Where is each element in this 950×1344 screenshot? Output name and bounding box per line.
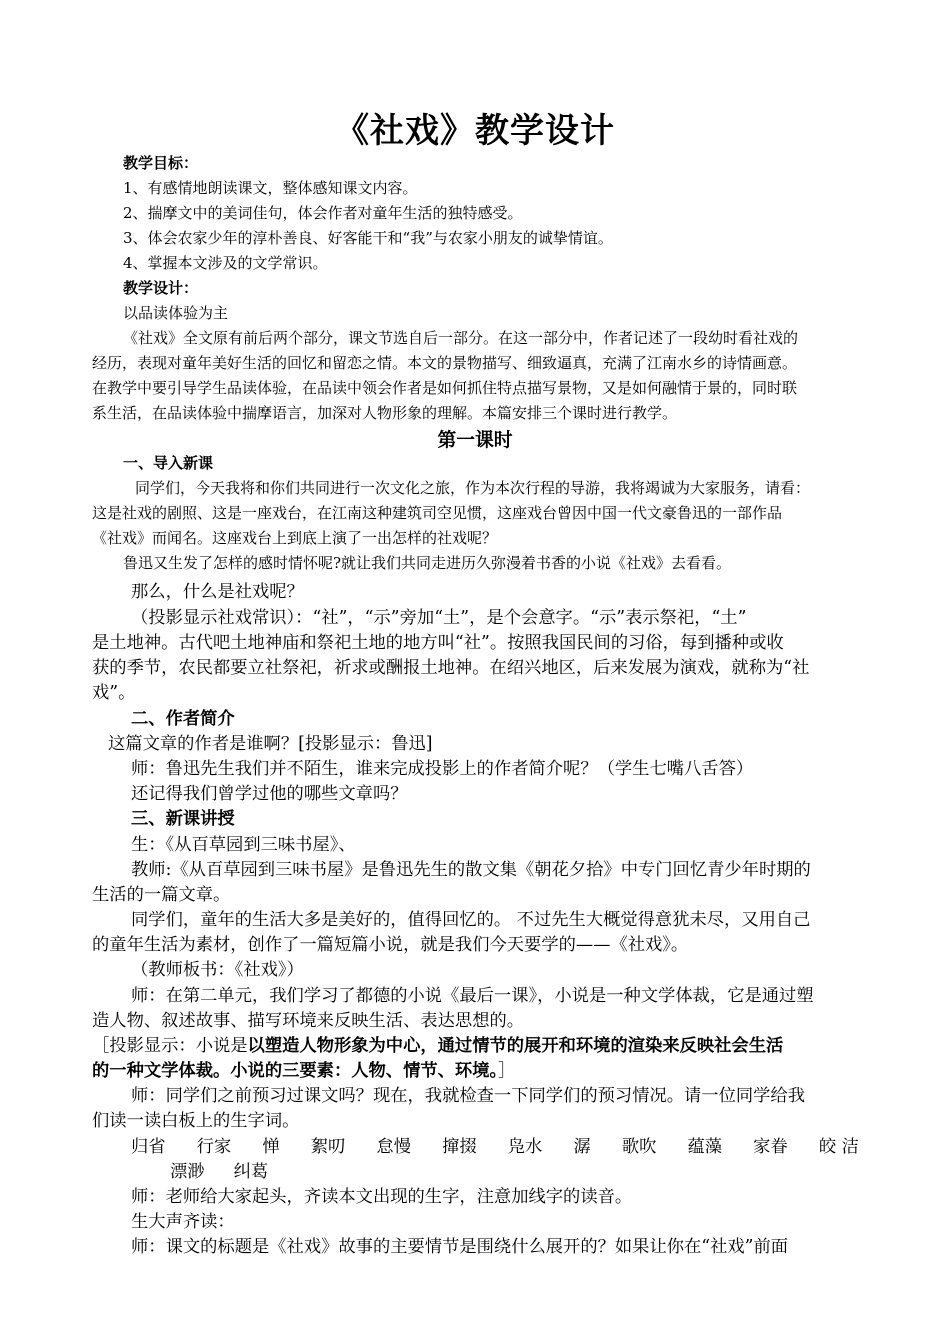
section2-heading: 二、作者简介 xyxy=(131,709,235,729)
document-title: 《社戏》教学设计 xyxy=(335,111,615,151)
preview-line: 们读一读白板上的生字词。 xyxy=(92,1111,300,1131)
vocab-word: 纠葛 xyxy=(233,1162,269,1182)
goal-item: 3、体会农家少年的淳朴善良、好客能干和“我”与农家小朋友的诚挚情谊。 xyxy=(123,229,613,247)
projection-line: 戏”。 xyxy=(92,683,136,703)
vocab-word: 归省 xyxy=(131,1137,166,1157)
vocab-word: 怠慢 xyxy=(376,1137,411,1157)
section3-line: 生活的一篇文章。 xyxy=(92,885,231,905)
section3-line: （教师板书：《社戏》） xyxy=(131,960,304,980)
vocab-word: 絮叨 xyxy=(310,1137,346,1157)
goal-item: 2、揣摩文中的美词佳句，体会作者对童年生活的独特感受。 xyxy=(123,204,523,222)
vocab-word: 歌吹 xyxy=(621,1137,657,1157)
lesson1-heading: 第一课时 xyxy=(437,429,513,451)
section1-heading: 一、导入新课 xyxy=(123,454,214,472)
projection-novel-line2 xyxy=(92,1056,515,1081)
projection-line: 获的季节，农民都要立社祭祀，祈求或酬报土地神。在绍兴地区，后来发展为演戏，就称为“社 xyxy=(92,658,810,678)
goals-heading: 教学目标： xyxy=(123,154,199,172)
projection-novel-suffix: ］ xyxy=(498,1061,516,1081)
design-heading: 教学设计： xyxy=(123,279,199,297)
section2-line: 这篇文章的作者是谁啊？[投影显示：鲁迅] xyxy=(108,734,433,754)
intro-line: 系生活，在品读体验中揣摩语言，加深对人物形象的理解。本篇安排三个课时进行教学。 xyxy=(92,404,678,422)
intro-line: 在教学中要引导学生品读体验，在品读中领会作者是如何抓住特点描写景物，又是如何融情于景的，同时联 xyxy=(92,379,798,397)
section3-line: 师：在第二单元，我们学习了都德的小说《最后一课》，小说是一种文学体裁，它是通过塑 xyxy=(131,986,814,1006)
projection-novel-line1 xyxy=(92,1031,783,1056)
section3-line: 的童年生活为素材，创作了一篇短篇小说，就是我们今天要学的——《社戏》。 xyxy=(92,935,689,955)
section3-line: 造人物、叙述故事、描写环境来反映生活、表达思想的。 xyxy=(92,1011,525,1031)
section1-line: 同学们，今天我将和你们共同进行一次文化之旅，作为本次行程的导游，我将竭诚为大家服务，请看： xyxy=(135,479,811,497)
final-line: 生大声齐读： xyxy=(131,1212,235,1232)
section3-line: 同学们，童年的生活大多是美好的，值得回忆的。 不过先生大概觉得意犹未尽，又用自己 xyxy=(131,910,811,930)
section1-line: 鲁迅又生发了怎样的感时情怀呢?就让我们共同走进历久弥漫着书香的小说《社戏》去看看。 xyxy=(123,554,732,572)
projection-novel-prefix: ［投影显示：小说是 xyxy=(92,1036,248,1056)
goal-item: 1、有感情地朗读课文，整体感知课文内容。 xyxy=(123,179,418,197)
what-is-shexi: 那么，什么是社戏呢？ xyxy=(131,582,304,602)
goal-item: 4、掌握本文涉及的文学常识。 xyxy=(123,254,328,272)
preview-line: 师：同学们之前预习过课文吗？现在，我就检查一下同学们的预习情况。请一位同学给我 xyxy=(131,1086,805,1106)
vocab-word: 潺 xyxy=(573,1137,591,1157)
section3-line: 生：《从百草园到三味书屋》、 xyxy=(131,835,356,855)
projection-novel-definition: 以塑造人物形象为中心，通过情节的展开和环境的渲染来反映社会生活 xyxy=(247,1036,784,1056)
vocab-word: 蕴藻 xyxy=(687,1137,723,1157)
vocab-word: 皎 洁 xyxy=(818,1137,859,1157)
vocab-word: 漂渺 xyxy=(170,1162,205,1182)
final-line: 师：课文的标题是《社戏》故事的主要情节是围绕什么展开的？如果让你在“社戏”前面 xyxy=(131,1237,789,1257)
projection-novel-elements: 的一种文学体裁。小说的三要素：人物、情节、环境。 xyxy=(92,1061,499,1081)
section1-line: 《社戏》而闻名。这座戏台上到底上演了一出怎样的社戏呢？ xyxy=(92,529,498,547)
vocab-row-2 xyxy=(170,1157,268,1182)
vocab-word: 家眷 xyxy=(753,1137,788,1157)
vocab-word: 凫水 xyxy=(507,1137,543,1157)
intro-line: 《社戏》全文原有前后两个部分，课文节选自后一部分。在这一部分中，作者记述了一段幼时看社戏的 xyxy=(123,329,799,347)
section2-line: 师：鲁迅先生我们并不陌生，谁来完成投影上的作者简介呢？（学生七嘴八舌答） xyxy=(131,759,754,779)
section1-line: 这是社戏的剧照、这是一座戏台，在江南这种建筑司空见惯，这座戏台曾因中国一代文豪鲁迅的一部作品 xyxy=(92,504,783,522)
vocab-word: 撺掇 xyxy=(442,1137,477,1157)
final-line: 师：老师给大家起头，齐读本文出现的生字，注意加线字的读音。 xyxy=(131,1187,633,1207)
design-approach: 以品读体验为主 xyxy=(123,304,229,322)
section3-line: 教师:《从百草园到三味书屋》是鲁迅先生的散文集《朝花夕拾》中专门回忆青少年时期的 xyxy=(131,860,811,880)
vocab-word: 行家 xyxy=(196,1137,232,1157)
projection-line: （投影显示社戏常识）：“社”，“示”旁加“土”，是个会意字。“示”表示祭祀，“土” xyxy=(131,608,747,628)
vocab-row-1 xyxy=(131,1132,859,1157)
intro-line: 经历，表现对童年美好生活的回忆和留恋之情。本文的景物描写、细致逼真，充满了江南水乡的诗情画意。 xyxy=(92,354,798,372)
section2-line: 还记得我们曾学过他的哪些文章吗？ xyxy=(131,784,408,804)
projection-line: 是土地神。古代吧土地神庙和祭祀土地的地方叫“社”。按照我国民间的习俗，每到播种或收 xyxy=(92,633,784,653)
vocab-word: 惮 xyxy=(262,1137,280,1157)
section3-heading: 三、新课讲授 xyxy=(131,809,235,829)
